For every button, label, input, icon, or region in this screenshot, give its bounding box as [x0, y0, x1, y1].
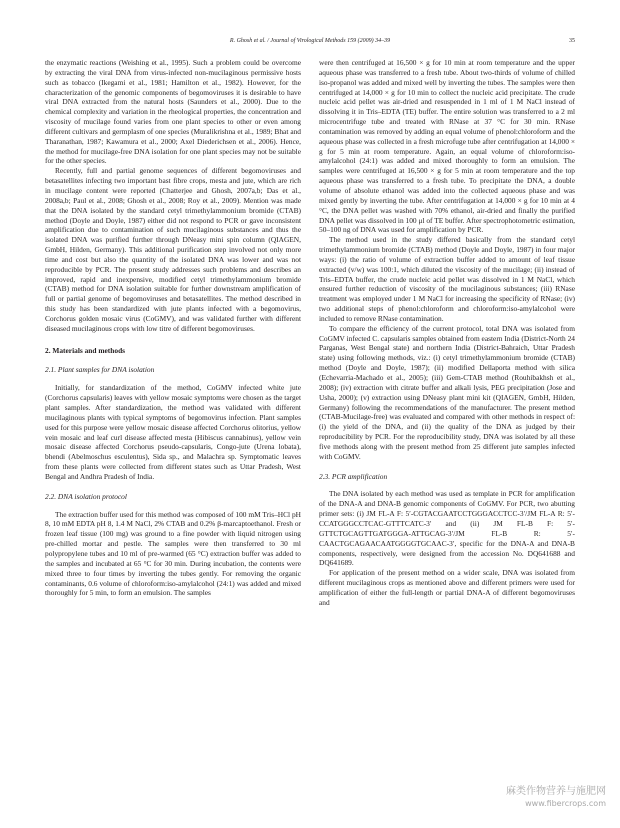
watermark-url: www.fibercrops.com	[525, 799, 606, 808]
left-paragraph-3: Initially, for standardization of the method, CoGMV infected white jute (Corchorus capsularis) leaves with yellow mosaic symptoms were chosen as the target plant samples. After standardization, the method was validated with different mucilaginous plants with typical symptoms of begomovirus infection. Plant samples used for this purpose were yellow mosaic disease affected Corchorus olitorius, yellow vein mosaic and leaf curl disease affected mesta (Hibiscus cannabinus), yellow vein mosaic disease affected Corchorus pseudo-capsularis, Congo-jute (Urena lobata), bhendi (Abelmoschus esculentus), Sida sp., and Malachra sp. Symptomatic leaves from these plants were collected from different states such as Uttar Pradesh, West Bengal and Andhra Pradesh of India.	[45, 383, 301, 481]
right-paragraph-1: were then centrifuged at 16,500 × g for 10 min at room temperature and the upper aqueous phase was transferred to a fresh tube. About two-thirds of volume of chilled iso-propanol was added and mixed well by inverting the tubes. The samples were then centrifuged at 14,000 × g for 10 min to collect the nucleic acid precipitate. The crude nucleic acid pellet was air-dried and resuspended in 1 ml of 1 M NaCl instead of dissolving it in Tris–EDTA (TE) buffer. The entire solution was transferred to a 2 ml microcentrifuge tube and treated with RNase at 37 °C for 30 min. RNase contamination was removed by adding an equal volume of phenol:chloroform and the aqueous phase was collected in a fresh microfuge tube after centrifugation at 14,000 × g for 5 min at room temperature. Again, an equal volume of chloroform:iso-amylalcohol (24:1) was added and mixed thoroughly to form an emulsion. The samples were centrifuged at 16,500 × g for 5 min at room temperature and the top aqueous phase was transferred to a fresh tube. To precipitate the DNA, a double volume of absolute ethanol was added into the collected aqueous phase and was mixed gently by inverting the tube. After centrifugation at 14,000 × g for 10 min at 4 °C, the DNA pellet was washed with 70% ethanol, air-dried and finally the purified DNA pellet was dissolved in 100 μl of TE buffer. After spectrophotometric estimation, 50–100 ng of DNA was used for amplification by PCR.	[319, 58, 575, 235]
right-paragraph-4: The DNA isolated by each method was used as template in PCR for amplification of the DNA-A and DNA-B genomic components of CoGMV. For PCR, two abutting primer sets: (i) JM FL-A F: 5′-CGTACGAATCCTGGGACCTCC-3′/JM FL-A R: 5′-CCATGGGCCTCAC-GTTTCATC-3′ and (ii) JM FL-B F: 5′-GTTCTGCAGTTGATGGGA-ATTGCAG-3′/JM FL-B R: 5′-CAACTGCAGAACAATGGGGTGCAAC-3′, specific for the DNA-A and DNA-B components, respectively, were designed from the accession No. DQ641688 and DQ641689.	[319, 489, 575, 568]
right-paragraph-2: The method used in the study differed basically from the standard cetyl trimethylammonium bromide (CTAB) method (Doyle and Doyle, 1987) in four major ways: (i) the ratio of volume of extraction buffer added to amount of leaf tissue extracted (v/w) was 100:1, which diluted the viscosity of the mucilage; (ii) instead of Tris–EDTA buffer, the crude nucleic acid pellet was dissolved in 1 M NaCl, which ensured further reduction of viscosity of the mucilaginous substances; (iii) RNase treatment was employed under 1 M NaCl for increasing the specificity of RNase; (iv) two additional steps of phenol:chloroform and chloroform:iso-amylalcohol were included to remove RNase contamination.	[319, 235, 575, 323]
subsection-title-plant-samples: 2.1. Plant samples for DNA isolation	[45, 365, 155, 375]
subsection-title-pcr: 2.3. PCR amplification	[319, 471, 388, 481]
right-column	[319, 58, 575, 608]
left-paragraph-1: the enzymatic reactions (Weishing et al., 1995). Such a problem could be overcome by extracting the viral DNA from virus-infected non-mucilaginous permissive hosts such as tobacco (Ikegami et al., 1981; Hamilton et al., 1982). However, for the characterization of the genomic components of begomoviruses it is desirable to have viral DNA extracted from the natural hosts (Saunders et al., 2000). Due to the chemical complexity and variation in the rheological properties, the concentration and viscosity of mucilage found varies from one plant species to other or even among different cultivars and germplasm of one species (Muralikrishna et al., 1989; Bhat and Tharanathan, 1987; Kawamura et al., 2000; Axel Diederichsen et al., 2006). Hence, the method for mucilage-free DNA isolation for one plant species may not be suitable for the other species.	[45, 58, 301, 166]
left-paragraph-4: The extraction buffer used for this method was composed of 100 mM Tris–HCl pH 8, 10 mM EDTA pH 8, 1.4 M NaCl, 2% CTAB and 0.2% β-marcaptoethanol. Fresh or frozen leaf tissue (100 mg) was ground to a fine powder with liquid nitrogen using pre-chilled mortar and pestle. The samples were then transferred to 30 ml polypropylene tubes and 10 ml of pre-warmed (65 °C) extraction buffer was added to the samples and incubated at 65 °C for 30 min. During incubation, the contents were mixed three to four times by inverting the tubes gently. For removing the organic contaminants, 0.6 volume of chloroform:iso-amylalcohol (24:1) was added and mixed thoroughly for 5 min, to form an emulsion. The samples	[45, 509, 301, 598]
left-column	[45, 58, 301, 598]
right-paragraph-3: To compare the efficiency of the current protocol, total DNA was isolated from CoGMV infected C. capsularis samples obtained from eastern India (District-North 24 Parganas, West Bengal state) and northern India (District-Bahraich, Uttar Pradesh state) using following methods, viz.: (i) cetyl trimethylammonium bromide (CTAB) method (Doyle and Doyle, 1987); (ii) modified Dellaporta method with silica (Echevarria-Machado et al., 2005); (iii) Gem-CTAB method (Rouhibakhsh et al., 2008); (iv) extraction with citrate buffer and alkali lysis, PEG precipitation (Jose and Usha, 2000); (v) extraction using DNeasy plant mini kit (QIAGEN, GmbH, Hilden, Germany) following the recommendations of the manufacturer. The present method (CTAB-Mucilage-free) was evaluated and compared with other methods in respect of: (i) the yield of the DNA, and (ii) the quality of the DNA as judged by their reproducibility by PCR. For the reproducibility study, DNA was isolated by all these five methods along with the present method from 25 different jute samples infected with CoGMV.	[319, 323, 575, 461]
watermark	[506, 786, 606, 810]
section-title-materials-methods: 2. Materials and methods	[45, 345, 126, 355]
left-paragraph-2: Recently, full and partial genome sequences of different begomoviruses and betasatellites infecting two important bast fibre crops, mesta and jute, which are rich in mucilage content were reported (Chatterjee and Ghosh, 2007a,b; Das et al., 2008a,b; Paul et al., 2008; Ghosh et al., 2008; Roy et al., 2009). Mention was made that the DNA isolated by the standard cetyl trimethylammonium bromide (CTAB) method (Doyle and Doyle, 1987) either did not respond to PCR or gave inconsistent amplification due to contamination of such mucilaginous substances and thus the isolated DNA was purified further through DNeasy mini spin column (QIAGEN, GmbH, Hilden, Germany). This additional purification step involved not only more time and cost but also the quantity of the isolated DNA was lower and was not reproducible by PCR. The present study addresses such problems and describes an improved, rapid and inexpensive, modified cetyl trimethylammonium bromide (CTAB) method for DNA isolation suitable for further downstream amplification of full or partial genome of begomoviruses and betasatellites. The method described in this study has been standardized with jute plants infected with a begomovirus, Corchorus golden mosaic virus (CoGMV), and was validated further with different diseased mucilaginous crops with low titre of different begomoviruses.	[45, 166, 301, 333]
page-number: 35	[569, 38, 575, 44]
journal-running-title: R. Ghosh et al. / Journal of Virological Methods 159 (2009) 34–39	[229, 38, 391, 44]
right-paragraph-5: For application of the present method on a wider scale, DNA was isolated from different mucilaginous crops as mentioned above and different primers were used for amplification of either the full-length or partial DNA-A of different begomoviruses and	[319, 568, 575, 607]
running-header	[45, 34, 575, 50]
watermark-chinese: 麻类作物营养与施肥网	[506, 786, 606, 797]
subsection-title-dna-protocol: 2.2. DNA isolation protocol	[45, 491, 127, 501]
